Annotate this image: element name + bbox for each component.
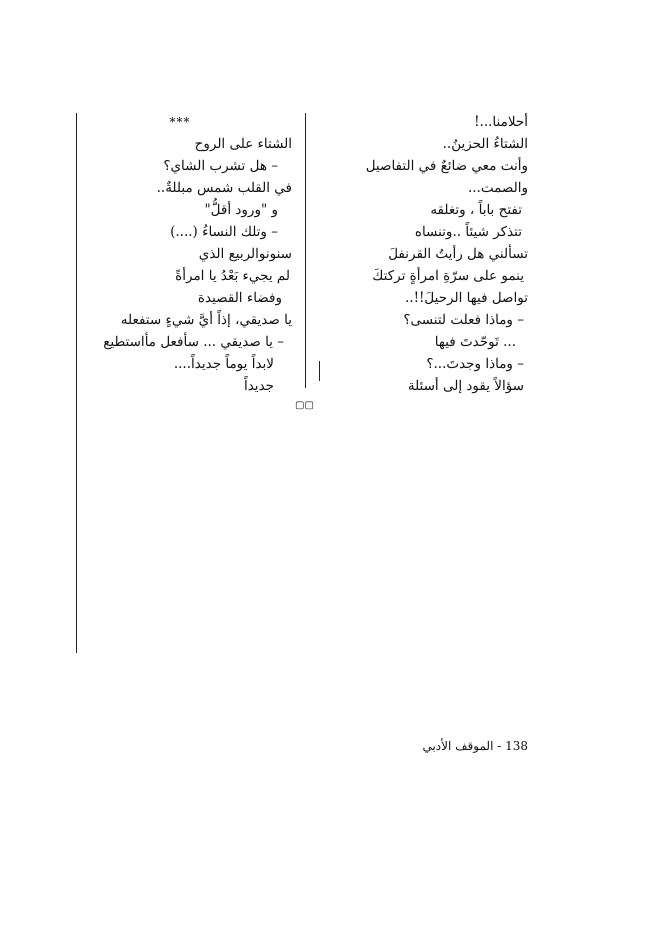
poem-line: أحلامنا...! bbox=[474, 114, 528, 130]
poem-line: وفضاء القصيدة bbox=[197, 290, 282, 306]
poem-line: تسألني هل رأيتُ القرنفلَ bbox=[388, 246, 528, 262]
poem-line: والصمت... bbox=[467, 180, 528, 196]
poem-left-column bbox=[80, 112, 292, 394]
poem-line: و "ورود أقلُّ" bbox=[204, 202, 278, 218]
poem-line: الشتاء على الروح bbox=[194, 136, 292, 152]
poem-line: في القلب شمس مبللةٌ.. bbox=[156, 180, 292, 196]
end-of-text-mark: ▢▢ bbox=[295, 400, 314, 411]
poem-line: – وماذا وجدتَ...؟ bbox=[426, 356, 524, 372]
page-footer: 138 - الموقف الأدبي bbox=[422, 739, 528, 753]
poem-line: سؤالاً يقود إلى أسئلة bbox=[407, 378, 524, 394]
poem-right-column bbox=[330, 112, 528, 394]
poem-line: – وتلك النساءُ (....) bbox=[170, 224, 278, 240]
poem-line: وأنت معي ضائعٌ في التفاصيل bbox=[365, 158, 528, 174]
stanza-separator: *** bbox=[169, 115, 191, 129]
poem-line: تواصل فيها الرحيلَ!!.. bbox=[404, 290, 528, 306]
poem-line: لابداً يوماً جديداً.... bbox=[173, 356, 274, 372]
poem-line: – هل تشرب الشاي؟ bbox=[163, 158, 278, 174]
column-rule-short bbox=[319, 361, 320, 381]
poem-line: لم يجيء بَعْدُ يا امرأةً bbox=[175, 268, 290, 284]
poem-line: الشتاءُ الحزينُ.. bbox=[442, 136, 528, 152]
poem-line: تفتح باباً ، وتغلقه bbox=[430, 202, 522, 218]
poem-line: تتذكر شيئاً ..وتنساه bbox=[414, 224, 522, 240]
column-rule-left bbox=[76, 113, 77, 653]
poem-line: ... تَوحّدتَ فيها bbox=[434, 334, 516, 350]
poem-line: – يا صديقي ... سأفعل مأاستطيع bbox=[103, 334, 284, 350]
poem-line: سنونوالربيع الذي bbox=[198, 246, 292, 262]
poem-line: – وماذا فعلت لتنسى؟ bbox=[403, 312, 524, 328]
poem-line: جديداً bbox=[243, 378, 274, 394]
poem-line: يا صديقي، إذاً أيَّ شيءٍ ستفعله bbox=[120, 312, 292, 328]
column-rule-middle bbox=[305, 113, 306, 388]
poem-line: ينمو على سرّةِ امرأةٍ تركتكَ bbox=[372, 268, 524, 284]
